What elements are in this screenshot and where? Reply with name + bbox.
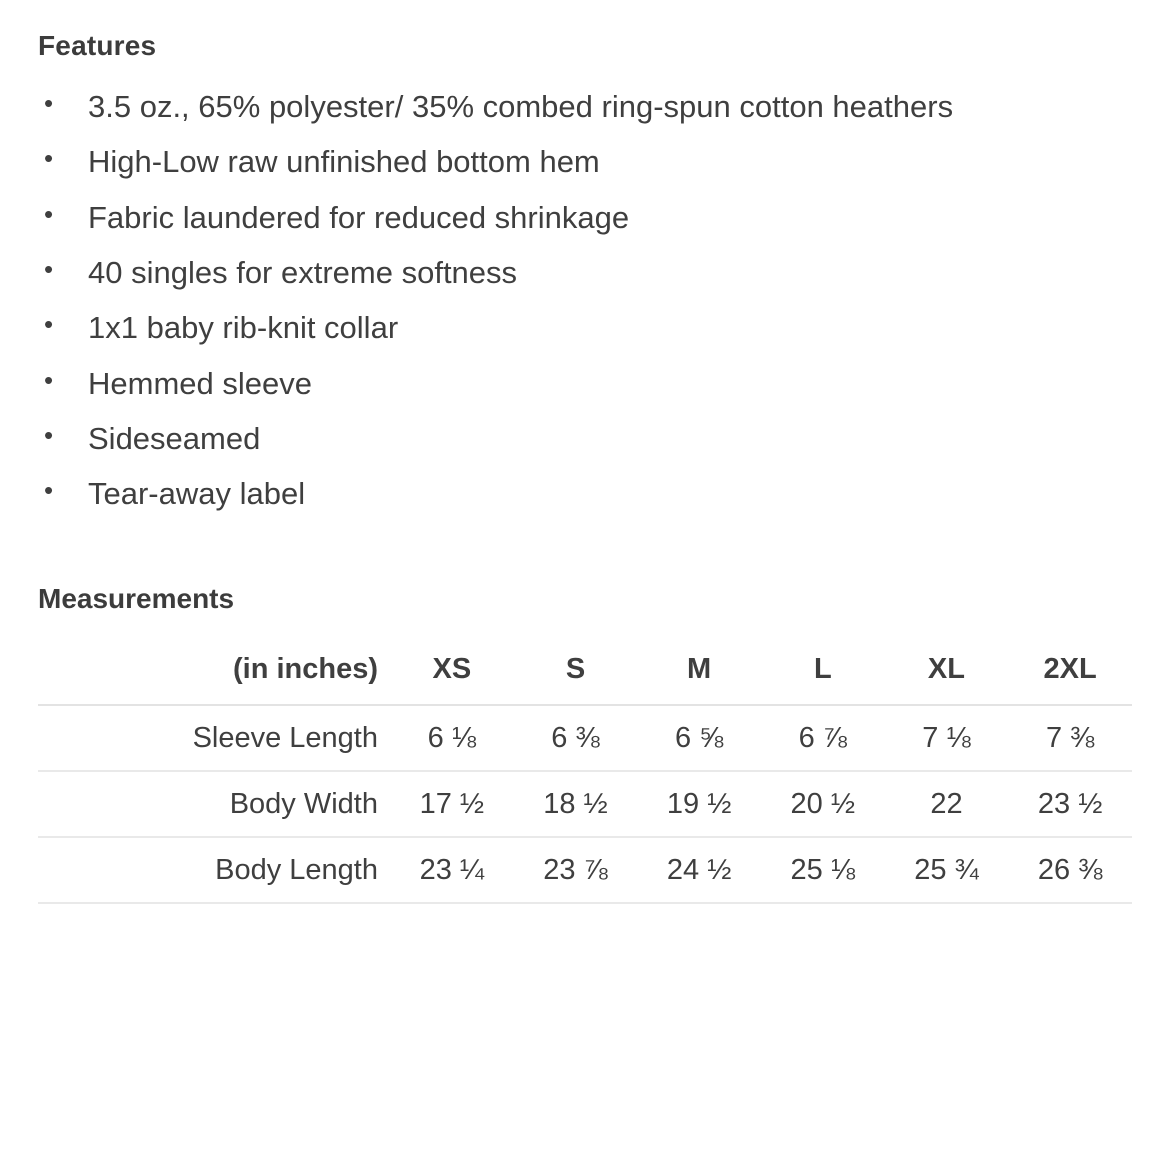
cell-value: 25 ¾ — [885, 837, 1009, 903]
list-item — [38, 246, 1132, 299]
bullet-icon: • — [44, 364, 54, 395]
table-row — [38, 837, 1132, 903]
list-item — [38, 412, 1132, 465]
table-row — [38, 771, 1132, 837]
cell-value: 20 ½ — [761, 771, 885, 837]
cell-value: 7 ⅛ — [885, 705, 1009, 771]
cell-value: 6 ⅞ — [761, 705, 885, 771]
list-item — [38, 467, 1132, 520]
list-item-text: Sideseamed — [88, 420, 261, 456]
features-heading: Features — [38, 30, 157, 61]
table-row — [38, 705, 1132, 771]
list-item-text: Hemmed sleeve — [88, 365, 312, 401]
cell-value: 23 ⅞ — [514, 837, 638, 903]
bullet-icon: • — [44, 143, 54, 174]
column-header-m: M — [637, 637, 761, 705]
bullet-icon: • — [44, 88, 54, 118]
cell-value: 25 ⅛ — [761, 837, 885, 903]
cell-value: 6 ⅛ — [390, 705, 514, 771]
column-header-s: S — [514, 637, 638, 705]
row-label: Body Width — [38, 771, 390, 837]
row-label: Body Length — [38, 837, 390, 903]
bullet-icon: • — [44, 475, 54, 506]
cell-value: 7 ⅜ — [1008, 705, 1132, 771]
list-item-text: 1x1 baby rib-knit collar — [88, 310, 399, 346]
cell-value: 23 ¼ — [390, 837, 514, 903]
column-header-xl: XL — [885, 637, 1009, 705]
list-item-text: High-Low raw unfinished bottom hem — [88, 144, 600, 180]
cell-value: 6 ⅝ — [637, 705, 761, 771]
column-header-2xl: 2XL — [1008, 637, 1132, 705]
list-item — [38, 357, 1132, 410]
table-header-row — [38, 637, 1132, 705]
bullet-icon: • — [44, 309, 54, 340]
list-item-text: 3.5 oz., 65% polyester/ 35% combed ring-spun cotton heathers — [88, 89, 954, 124]
cell-value: 26 ⅜ — [1008, 837, 1132, 903]
features-list — [38, 80, 1132, 521]
bullet-icon: • — [44, 253, 54, 284]
cell-value: 18 ½ — [514, 771, 638, 837]
list-item — [38, 80, 1132, 133]
cell-value: 19 ½ — [637, 771, 761, 837]
list-item-text: Fabric laundered for reduced shrinkage — [88, 199, 630, 235]
list-item — [38, 301, 1132, 354]
list-item — [38, 191, 1132, 244]
cell-value: 6 ⅜ — [514, 705, 638, 771]
bullet-icon: • — [44, 419, 54, 450]
cell-value: 17 ½ — [390, 771, 514, 837]
list-item-text: 40 singles for extreme softness — [88, 254, 518, 290]
bullet-icon: • — [44, 198, 54, 229]
column-header-units: (in inches) — [38, 637, 390, 705]
table-body — [38, 705, 1132, 903]
measurements-heading: Measurements — [38, 582, 235, 614]
column-header-l: L — [761, 637, 885, 705]
list-item-text: Tear-away label — [88, 476, 306, 512]
list-item — [38, 135, 1132, 188]
cell-value: 23 ½ — [1008, 771, 1132, 837]
cell-value: 22 — [885, 771, 1009, 837]
row-label: Sleeve Length — [38, 705, 390, 771]
table-header — [38, 637, 1132, 705]
cell-value: 24 ½ — [637, 837, 761, 903]
measurements-table — [38, 637, 1132, 904]
column-header-xs: XS — [390, 637, 514, 705]
